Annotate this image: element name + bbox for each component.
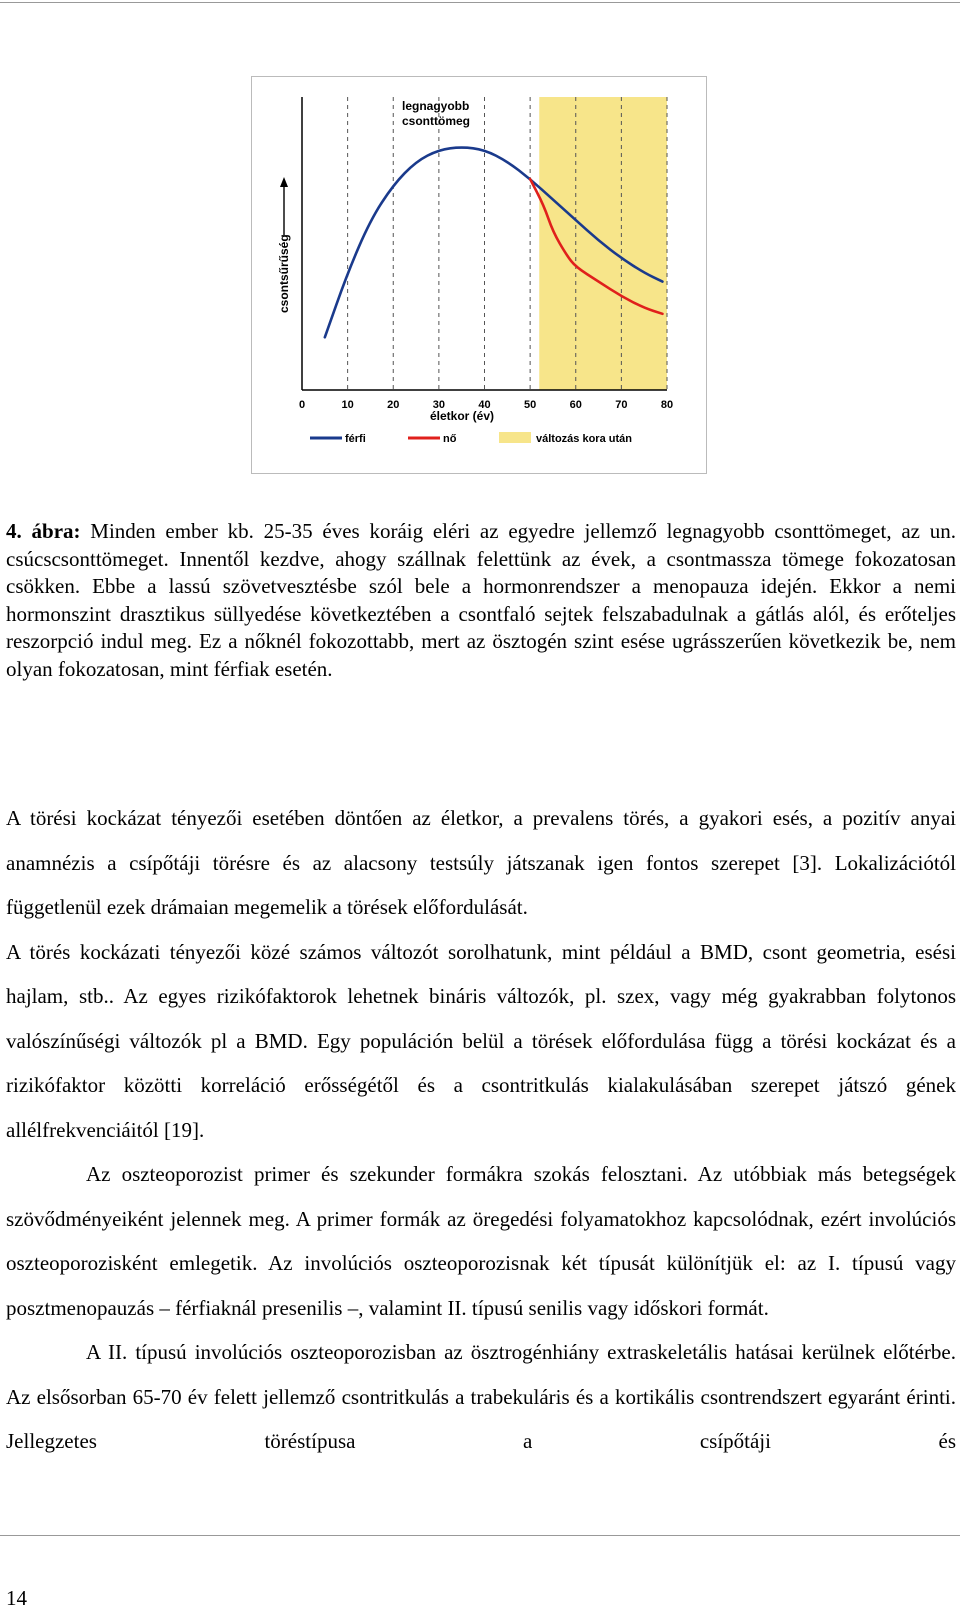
legend-label-no: nő <box>443 433 457 445</box>
paragraph-1: A törési kockázat tényezői esetében döntően az életkor, a prevalens törés, a gyakori esés, a pozitív anyai anamnézis a csípőtáji törésre és az alacsony testsúly játszanak igen fontos szerepet [3]. Lokalizációtól függetlenül ezek drámaian megemelik a törések előfordulását. <box>6 806 956 919</box>
x-tick-label-60: 60 <box>569 399 582 411</box>
legend-swatch-menopause <box>499 432 531 443</box>
legend-label-menopause: változás kora után <box>536 433 632 445</box>
bone-density-figure <box>251 76 707 474</box>
y-axis-label: csontsűrűség <box>277 234 291 313</box>
paragraph-4: A II. típusú involúciós oszteoporozisban az ösztrogénhiány extraskeletális hatásai kerülnek előtérbe. Az elsősorban 65-70 év felett jellemző csontritkulás a trabekuláris és a kortikális csontrendszert egyaránt érinti. Jellegzetes töréstípusa a csípőtáji és <box>6 1340 956 1453</box>
caption-text: Minden ember kb. 25-35 éves koráig eléri az egyedre jellemző legnagyobb csonttömeget, az un. csúcscsonttömeget. Innentől kezdve, ahogy szállnak felettünk az évek, a csontmassza tömege fokozatosan csökken. Ebbe a lassú szövetvesztésbe szól bele a hormonrendszer a menopauza idején. Ekkor a nemi hormonszint drasztikus süllyedése következtében a csontfaló sejtek felszabadulnak a gátlás alól, és erőteljes reszorpció indul meg. Ez a nőknél fokozottabb, mert az ösztogén szint esése ugrásszerűen következik be, nem olyan fokozatosan, mint férfiak esetén. <box>6 519 956 681</box>
y-axis-arrow-head <box>280 177 288 187</box>
x-tick-label-0: 0 <box>298 399 306 411</box>
x-axis-label: életkor (év) <box>430 409 495 423</box>
y-axis-label-group <box>277 177 291 313</box>
peak-label-line2: csonttömeg <box>402 114 471 128</box>
x-tick-label-30: 30 <box>432 399 445 411</box>
body-text <box>6 796 956 1464</box>
peak-label-line1: legnagyobb <box>402 99 470 113</box>
page-number: 14 <box>6 1586 27 1610</box>
legend <box>310 432 632 445</box>
x-tick-label-50: 50 <box>524 399 537 411</box>
figure-caption <box>6 518 956 683</box>
x-tick-label-40: 40 <box>478 399 491 411</box>
x-tick-label-10: 10 <box>341 399 354 411</box>
caption-lead: 4. ábra: <box>6 519 81 543</box>
x-tick-label-80: 80 <box>660 399 674 411</box>
footer-rule <box>0 1535 960 1536</box>
legend-label-ferfi: férfi <box>345 433 366 445</box>
top-rule <box>0 2 960 3</box>
bone-density-chart <box>252 77 706 473</box>
paragraph-3: Az oszteoporozist primer és szekunder formákra szokás felosztani. Az utóbbiak más betegségek szövődményeiként jelennek meg. A primer formák az öregedési folyamatokhoz kapcsolódnak, ezért involúciós oszteoporozisként emlegetik. Az involúciós oszteoporozisnak két típusát különítjük el: az I. típusú vagy posztmenopauzás – férfiaknál presenilis –, valamint II. típusú senilis vagy időskori formát. <box>6 1162 956 1320</box>
paragraph-2: A törés kockázati tényezői közé számos változót sorolhatunk, mint például a BMD, csont geometria, esési hajlam, stb.. Az egyes rizikófaktorok lehetnek bináris változók, pl. szex, vagy még gyakrabban folytonos valószínűségi változók pl a BMD. Egy populáción belül a törések előfordulása függ a törési kockázat és a rizikófaktor közötti korreláció erősségétől és a csontritkulás kialakulásában szerepet játszó gének allélfrekvenciáitól [19]. <box>6 939 956 1142</box>
x-tick-label-70: 70 <box>615 399 628 411</box>
x-tick-label-20: 20 <box>387 399 400 411</box>
